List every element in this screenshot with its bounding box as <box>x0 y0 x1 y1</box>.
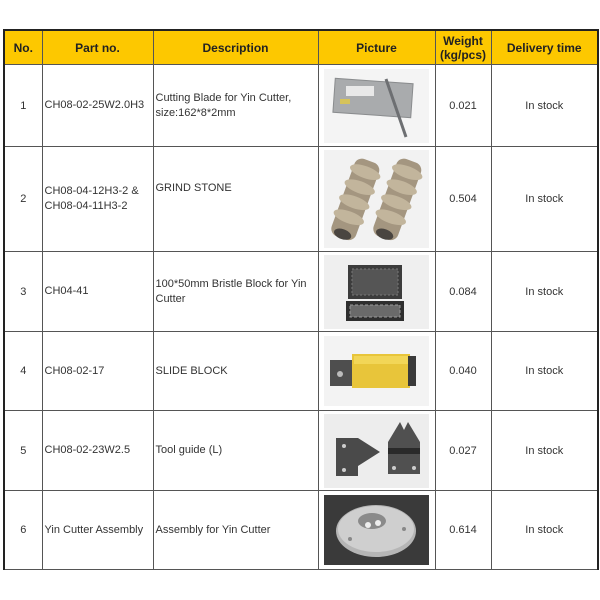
cell-part-no: CH08-02-23W2.5 <box>42 411 153 491</box>
cell-description: Assembly for Yin Cutter <box>153 491 318 570</box>
cell-no: 6 <box>4 491 42 570</box>
header-picture: Picture <box>318 30 435 65</box>
cell-no: 2 <box>4 147 42 252</box>
cell-picture <box>318 411 435 491</box>
table-row <box>4 252 598 332</box>
slide-block-image <box>324 336 429 406</box>
cell-picture <box>318 252 435 332</box>
cutter-assembly-image <box>324 495 429 565</box>
cell-description: Cutting Blade for Yin Cutter, size:162*8*2mm <box>153 65 318 147</box>
cell-description: 100*50mm Bristle Block for Yin Cutter <box>153 252 318 332</box>
cell-no: 3 <box>4 252 42 332</box>
table-row <box>4 411 598 491</box>
table-row <box>4 65 598 147</box>
grind-stone-image <box>324 150 429 248</box>
header-weight-line2: (kg/pcs) <box>439 47 486 62</box>
cell-picture <box>318 491 435 570</box>
cell-picture <box>318 147 435 252</box>
cell-part-no: CH08-04-12H3-2 & CH08-04-11H3-2 <box>42 147 153 252</box>
cell-no: 1 <box>4 65 42 147</box>
cell-delivery-time: In stock <box>491 147 598 252</box>
cell-picture <box>318 332 435 411</box>
tool-guide-image <box>324 414 429 488</box>
cell-delivery-time: In stock <box>491 332 598 411</box>
cell-description: SLIDE BLOCK <box>153 332 318 411</box>
cell-weight: 0.027 <box>435 411 491 491</box>
cell-weight: 0.504 <box>435 147 491 252</box>
cell-delivery-time: In stock <box>491 65 598 147</box>
cell-part-no: Yin Cutter Assembly <box>42 491 153 570</box>
table-row <box>4 491 598 570</box>
header-row <box>4 30 598 65</box>
table-row <box>4 332 598 411</box>
cell-part-no: CH08-02-25W2.0H3 <box>42 65 153 147</box>
cell-no: 4 <box>4 332 42 411</box>
cell-weight: 0.614 <box>435 491 491 570</box>
cell-weight: 0.040 <box>435 332 491 411</box>
header-delivery-time: Delivery time <box>491 30 598 65</box>
cutting-blade-image <box>324 69 429 143</box>
cell-picture <box>318 65 435 147</box>
cell-delivery-time: In stock <box>491 411 598 491</box>
cell-part-no: CH08-02-17 <box>42 332 153 411</box>
cell-delivery-time: In stock <box>491 252 598 332</box>
parts-table <box>3 29 599 570</box>
cell-description: GRIND STONE <box>153 147 318 252</box>
header-weight-line1: Weight <box>443 33 483 48</box>
table-row <box>4 147 598 252</box>
header-part-no: Part no. <box>42 30 153 65</box>
cell-part-no: CH04-41 <box>42 252 153 332</box>
bristle-block-image <box>324 255 429 329</box>
cell-delivery-time: In stock <box>491 491 598 570</box>
header-no: No. <box>4 30 42 65</box>
header-description: Description <box>153 30 318 65</box>
cell-weight: 0.021 <box>435 65 491 147</box>
cell-weight: 0.084 <box>435 252 491 332</box>
cell-description: Tool guide (L) <box>153 411 318 491</box>
cell-no: 5 <box>4 411 42 491</box>
header-weight <box>435 30 491 65</box>
